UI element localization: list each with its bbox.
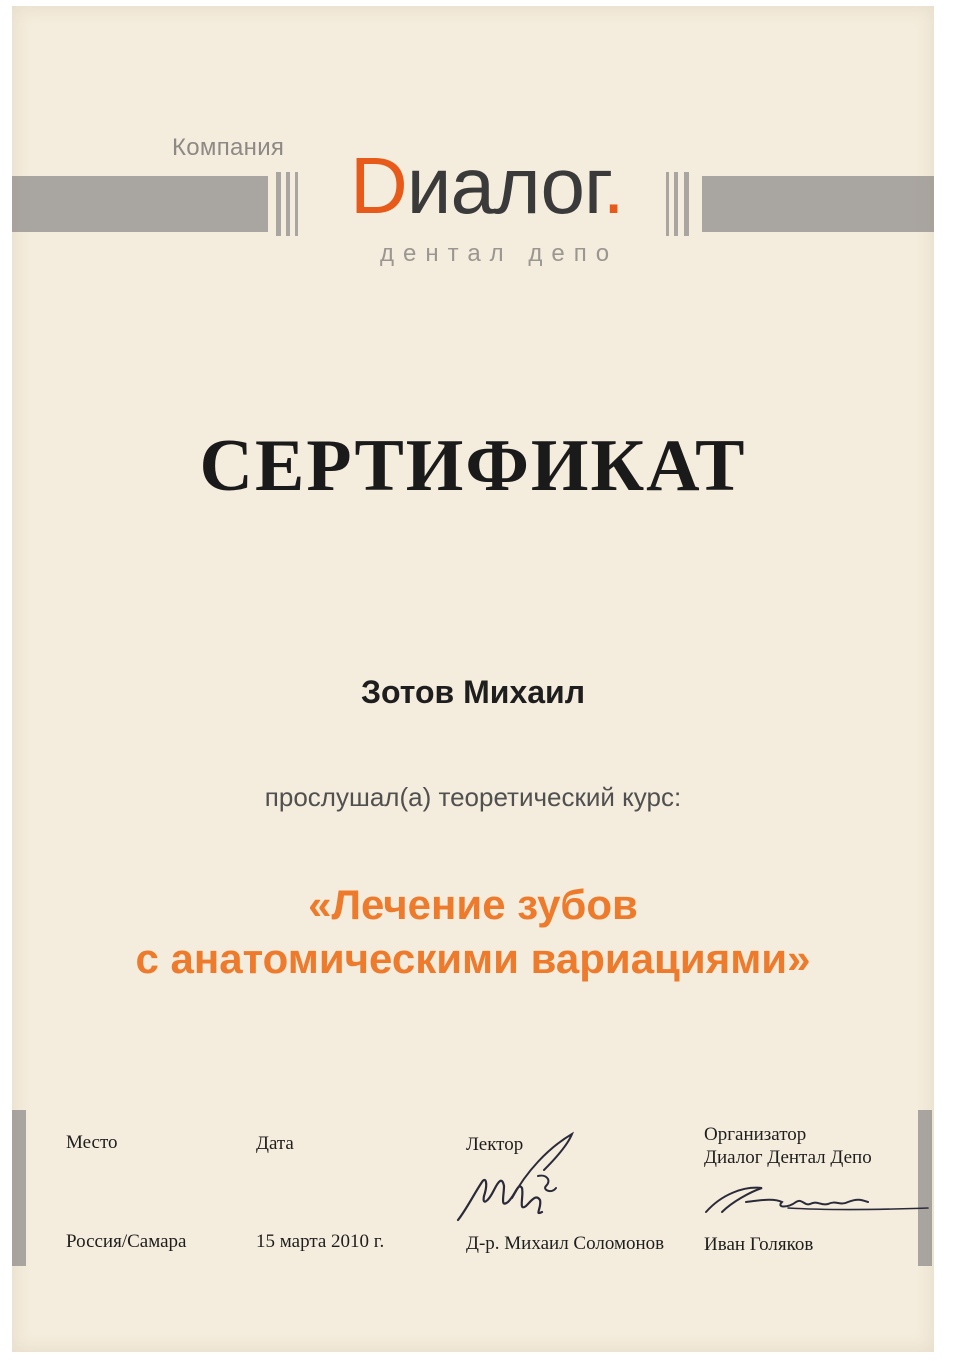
course-title <box>12 878 934 986</box>
certificate-sheet <box>12 6 934 1352</box>
header-stripe <box>276 172 281 236</box>
date-value: 15 марта 2010 г. <box>256 1231 385 1252</box>
place-value: Россия/Самара <box>66 1231 187 1252</box>
date-label: Дата <box>256 1133 294 1154</box>
lecturer-signature <box>452 1128 582 1232</box>
course-title-line2: с анатомическими вариациями» <box>135 935 811 982</box>
logo-name: иалог <box>406 141 603 230</box>
header-stripe <box>674 172 678 236</box>
organizer-value: Иван Голяков <box>704 1234 814 1255</box>
footer-side-bar-left <box>12 1110 26 1266</box>
course-title-line1: «Лечение зубов <box>308 881 638 928</box>
header-band-right <box>702 176 934 232</box>
course-intro: прослушал(а) теоретический курс: <box>264 782 682 812</box>
place-label: Место <box>66 1132 118 1153</box>
header-stripe <box>666 172 669 236</box>
header-stripe <box>295 172 298 236</box>
organizer-label: Организатор <box>704 1124 807 1145</box>
logo-subtitle: дентал депо <box>380 240 619 267</box>
dialog-logo <box>350 141 624 230</box>
header-stripe <box>286 172 290 236</box>
company-label: Компания <box>172 134 285 161</box>
lecturer-label: Лектор <box>466 1134 524 1155</box>
header-stripe <box>684 172 689 236</box>
lecturer-value: Д-р. Михаил Соломонов <box>466 1233 665 1254</box>
header-band-left <box>12 176 268 232</box>
organizer-company: Диалог Дентал Депо <box>704 1147 872 1168</box>
recipient-name: Зотов Михаил <box>360 674 586 710</box>
certificate-title: СЕРТИФИКАТ <box>199 425 747 507</box>
logo-dot: . <box>602 141 624 230</box>
organizer-signature <box>692 1176 932 1226</box>
logo-initial: D <box>350 141 407 230</box>
